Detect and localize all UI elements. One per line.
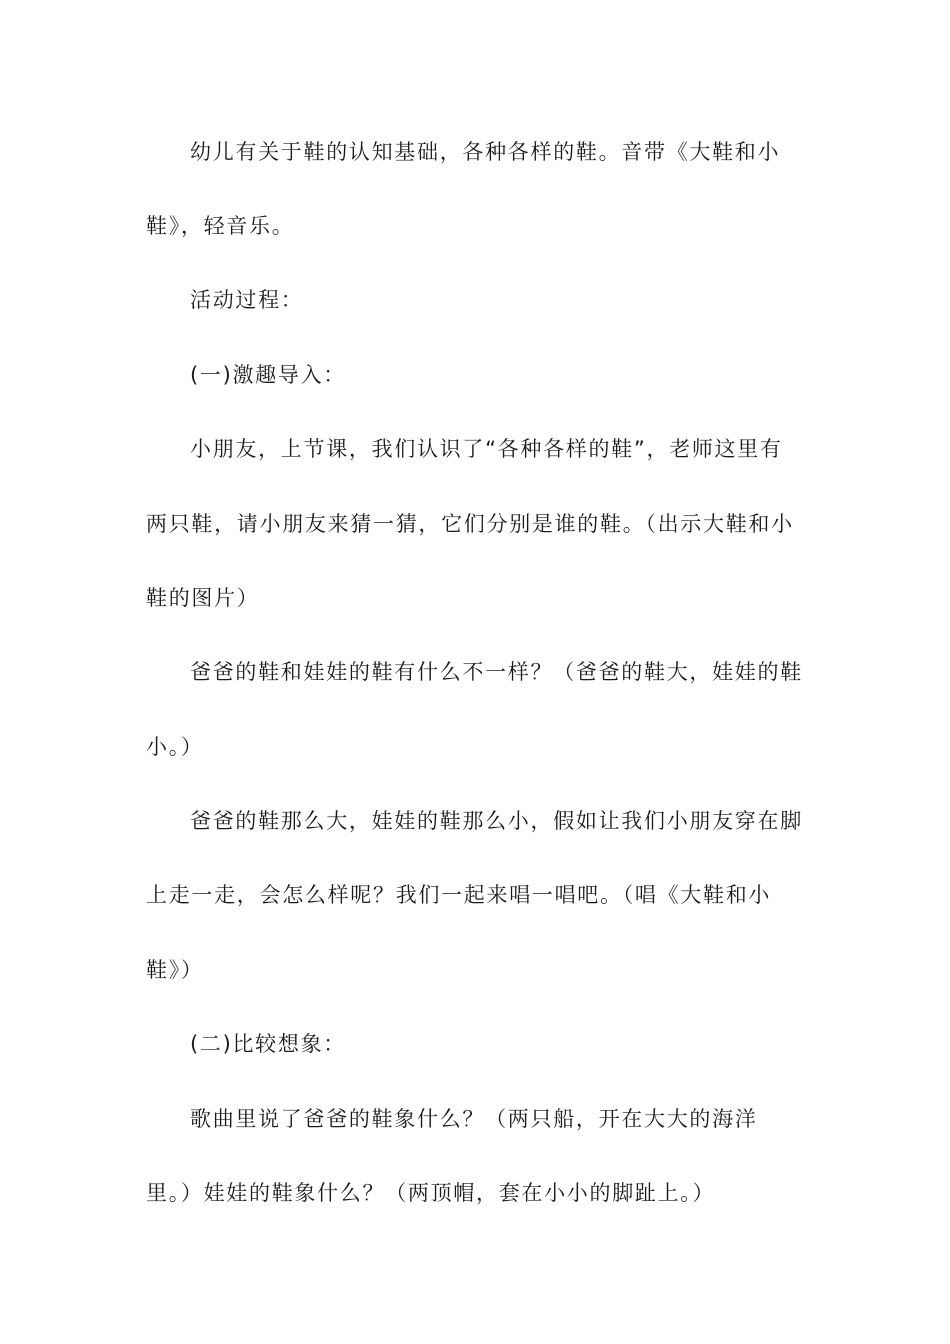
paragraph-line: 两只鞋，请小朋友来猜一猜，它们分别是谁的鞋。（出示大鞋和小 [146,512,794,536]
paragraph-line: 鞋》，轻音乐。 [146,214,295,238]
paragraph-line: 鞋的图片） [146,586,260,610]
paragraph-line: 幼儿有关于鞋的认知基础，各种各样的鞋。音带《大鞋和小 [190,140,781,164]
paragraph-line: 爸爸的鞋和娃娃的鞋有什么不一样？（爸爸的鞋大，娃娃的鞋 [190,660,803,684]
paragraph-line: 上走一走，会怎么样呢？我们一起来唱一唱吧。（唱《大鞋和小 [146,883,772,907]
section-heading: (一)激趣导入： [190,363,346,387]
paragraph-line: 小朋友，上节课，我们认识了“各种各样的鞋”，老师这里有 [190,437,783,461]
section-heading: (二)比较想象： [190,1032,346,1056]
paragraph-line: 小。） [146,735,204,759]
paragraph-line: 爸爸的鞋那么大，娃娃的鞋那么小，假如让我们小朋友穿在脚 [190,809,803,833]
paragraph-line: 歌曲里说了爸爸的鞋象什么？（两只船，开在大大的海洋 [190,1107,758,1131]
paragraph-line: 活动过程： [190,288,304,312]
paragraph-line: 里。）娃娃的鞋象什么？（两顶帽，套在小小的脚趾上。） [146,1181,716,1205]
paragraph-line: 鞋》） [146,958,204,982]
